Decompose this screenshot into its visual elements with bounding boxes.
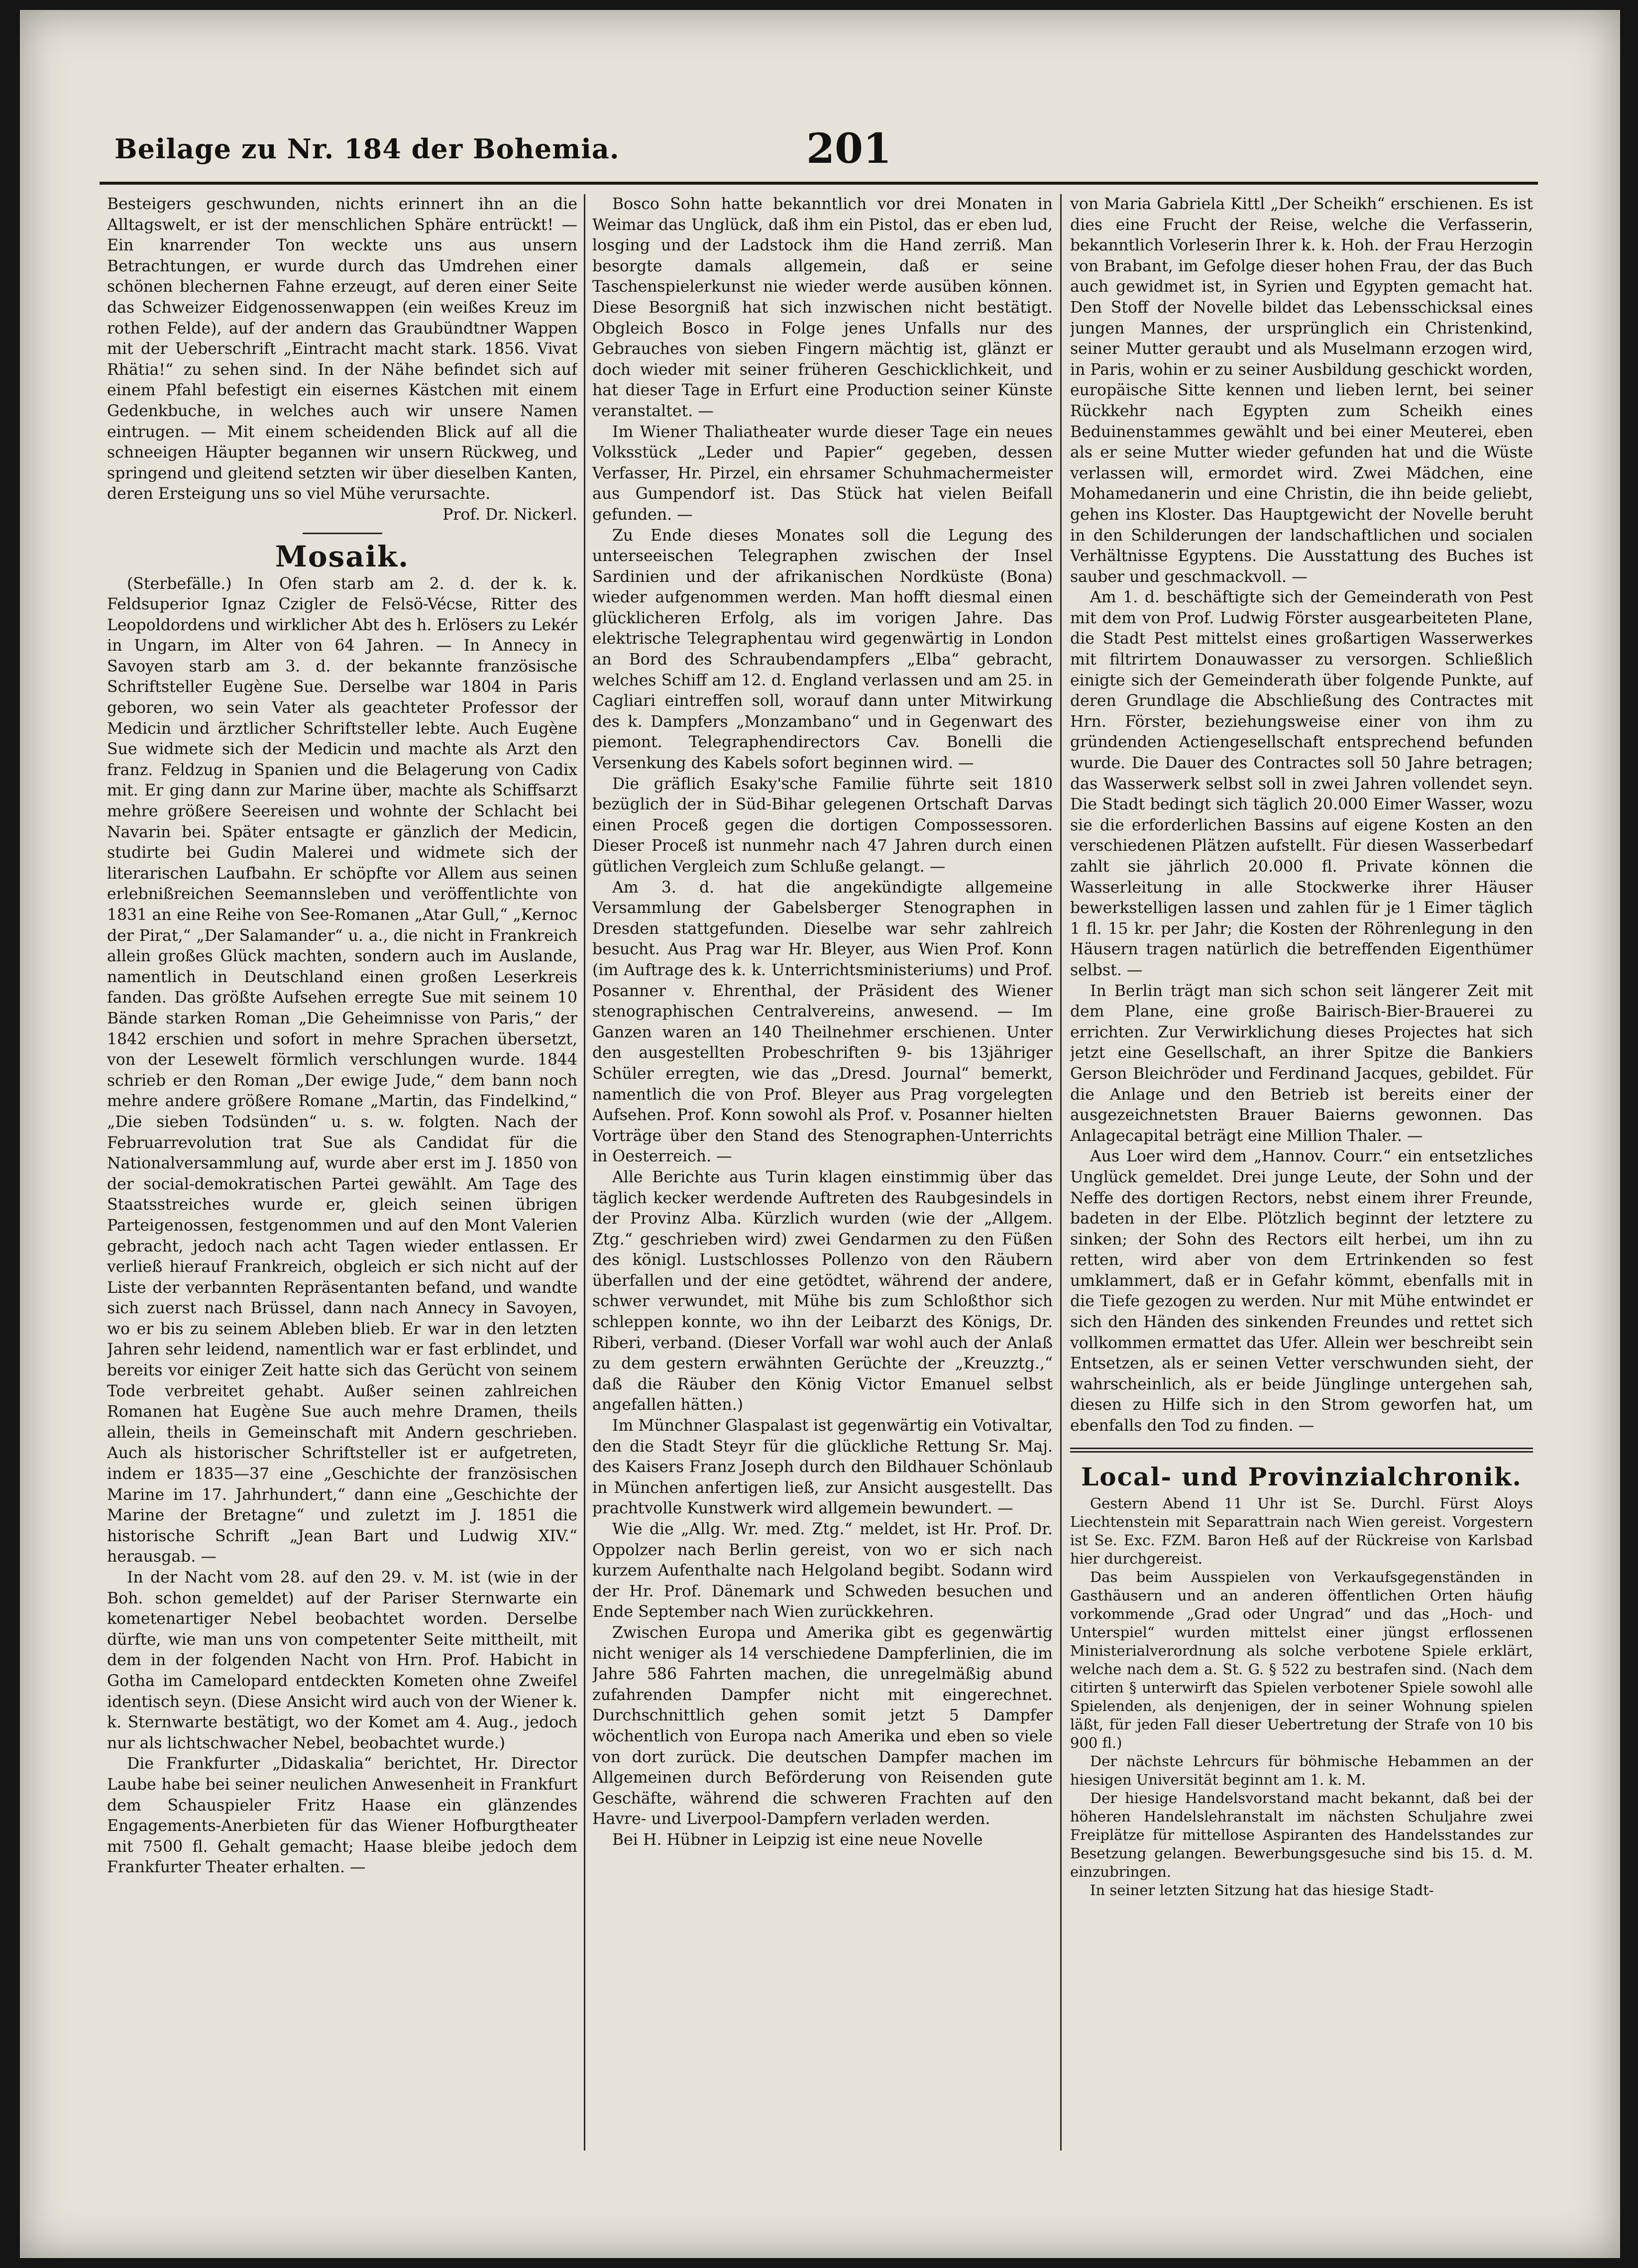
column-divider <box>584 194 585 2151</box>
article-paragraph: Die gräflich Esaky'sche Familie führte seit 1810 bezüglich der in Süd-Bihar gelegenen Ortschaft Darvas einen Proceß gegen die dortigen Compossessoren. Dieser Proceß ist nunmehr nach 47 Jahren durch einen gütlichen Vergleich zum Schluße gelangt. — <box>592 775 1053 876</box>
article-paragraph: Besteigers geschwunden, nichts erinnert ihn an die Alltagswelt, er ist der menschlichen Sphäre entrückt! — Ein knarrender Ton weckte uns aus unsern Betrachtungen, er wurde durch das Umdrehen einer schönen blechernen Fahne erzeugt, auf deren einer Seite das Schweizer Eidgenossenwappen (ein weißes Kreuz im rothen Felde), auf der andern das Graubündtner Wappen mit der Ueberschrift „Eintracht macht stark. 1856. Vivat Rhätia!“ zu sehen sind. In der Nähe befindet sich auf einem Pfahl befestigt ein eisernes Kästchen mit einem Gedenkbuche, in welches auch wir unsere Namen eintrugen. — Mit einem scheidenden Blick auf all die schneeigen Häupter begannen wir unsern Rückweg, und springend und gleitend setzten wir über dieselben Kanten, deren Ersteigung uns so viel Mühe verursachte. <box>107 195 577 503</box>
article-paragraph: Die Frankfurter „Didaskalia“ berichtet, Hr. Director Laube habe bei seiner neulichen Anwesenheit in Frankfurt dem Schauspieler Fritz Haase ein glänzendes Engagements-Anerbieten für das Wiener Hofburgtheater mit 7500 fl. Gehalt gemacht; Haase bleibe jedoch dem Frankfurter Theater erhalten. — <box>107 1755 577 1877</box>
column-3 <box>1070 194 1533 2200</box>
article-paragraph: Der hiesige Handelsvorstand macht bekannt, daß bei der höheren Handelslehranstalt im nächsten Schuljahre zwei Freiplätze für mittellose Aspiranten des Handelsstandes zur Besetzung gelangen. Bewerbungsgesuche sind bis 15. d. M. einzubringen. <box>1070 1789 1533 1880</box>
newspaper-page <box>20 10 1620 2258</box>
section-heading-local-chronicle: Local- und Provinzialchronik. <box>1081 1462 1522 1491</box>
article-paragraph: In der Nacht vom 28. auf den 29. v. M. ist (wie in der Boh. schon gemeldet) auf der Pariser Sternwarte ein kometenartiger Nebel beobachtet worden. Derselbe dürfte, wie man uns von competenter Seite mittheilt, mit dem in der folgenden Nacht von Hrn. Prof. Habicht in Gotha im Camelopard entdeckten Kometen ohne Zweifel identisch seyn. (Diese Ansicht wird auch von der Wiener k. k. Sternwarte bestätigt, wo der Komet am 4. Aug., jedoch nur als lichtschwacher Nebel, beobachtet wurde.) <box>107 1569 577 1752</box>
article-paragraph: Im Münchner Glaspalast ist gegenwärtig ein Votivaltar, den die Stadt Steyr für die glückliche Rettung Sr. Maj. des Kaisers Franz Joseph durch den Bildhauer Schönlaub in München anfertigen ließ, zur Ansicht ausgestellt. Das prachtvolle Kunstwerk wird allgemein bewundert. — <box>592 1417 1053 1518</box>
article-paragraph: Am 3. d. hat die angekündigte allgemeine Versammlung der Gabelsberger Stenographen in Dresden stattgefunden. Dieselbe war sehr zahlreich besucht. Aus Prag war Hr. Bleyer, aus Wien Prof. Konn (im Auftrage des k. k. Unterrichtsministeriums) und Prof. Posanner v. Ehrenthal, der Präsident des Wiener stenographischen Centralvereins, anwesend. — Im Ganzen waren an 140 Theilnehmer erschienen. Unter den ausgestellten Probeschriften 9- bis 13jähriger Schüler erregten, wie das „Dresd. Journal“ bemerkt, namentlich die von Prof. Bleyer aus Prag vorgelegten Aufsehen. Prof. Konn sowohl als Prof. v. Posanner hielten Vorträge über den Stand des Stenographen-Unterrichts in Oesterreich. — <box>592 878 1053 1166</box>
section-divider <box>1070 1448 1533 1453</box>
article-paragraph: Bosco Sohn hatte bekanntlich vor drei Monaten in Weimar das Unglück, daß ihm ein Pistol, das er eben lud, losging und der Ladstock ihm die Hand zerriß. Man besorgte damals allgemein, daß er seine Taschenspielerkunst nie wieder werde ausüben können. Diese Besorgniß hat sich inzwischen nicht bestätigt. Obgleich Bosco in Folge jenes Unfalls nur des Gebrauches von sieben Fingern mächtig ist, glänzt er doch wieder mit seiner früheren Geschicklichkeit, und hat dieser Tage in Erfurt eine Production seiner Künste veranstaltet. — <box>592 195 1053 420</box>
article-paragraph: Alle Berichte aus Turin klagen einstimmig über das täglich kecker werdende Auftreten des Raubgesindels in der Provinz Alba. Kürzlich wurden (wie der „Allgem. Ztg.“ geschrieben wird) zwei Gendarmen zu den Füßen des königl. Lustschlosses Pollenzo von den Räubern überfallen und der eine getödtet, während der andere, schwer verwundet, mit Mühe bis zum Schloßthor sich schleppen konnte, wo ihn der Leibarzt des Königs, Dr. Riberi, verband. (Dieser Vorfall war wohl auch der Anlaß zu dem gestern erwähnten Gerüchte der „Kreuzztg.,“ daß die Räuber den König Victor Emanuel selbst angefallen hätten.) <box>592 1168 1053 1414</box>
article-paragraph: In seiner letzten Sitzung hat das hiesige Stadt- <box>1090 1881 1434 1899</box>
supplement-title: Beilage zu Nr. 184 der Bohemia. <box>114 133 620 165</box>
column-2 <box>592 194 1053 2200</box>
article-paragraph: Das beim Ausspielen von Verkaufsgegenständen in Gasthäusern und an anderen öffentlichen Orten häufig vorkommende „Grad oder Ungrad“ und das „Hoch- und Unterspiel“ wurden mittelst einer jüngst erflossenen Ministerialverordnung als solche verbotene Spiele erklärt, welche nach dem a. St. G. § 522 zu bestrafen sind. (Nach dem citirten § unterwirft das Spielen verbotener Spiele sowohl alle Spielenden, als denjenigen, der in seiner Wohnung spielen läßt, für jeden Fall dieser Uebertretung der Strafe von 10 bis 900 fl.) <box>1070 1568 1533 1751</box>
article-paragraph: Bei H. Hübner in Leipzig ist eine neue Novelle <box>612 1830 983 1849</box>
column-1 <box>107 194 577 2200</box>
article-paragraph: Im Wiener Thaliatheater wurde dieser Tage ein neues Volksstück „Leder und Papier“ gegeben, dessen Verfasser, Hr. Pirzel, ein ehrsamer Schuhmachermeister aus Gumpendorf ist. Das Stück hat vielen Beifall gefunden. — <box>592 423 1053 524</box>
article-paragraph: von Maria Gabriela Kittl „Der Scheikh“ erschienen. Es ist dies eine Frucht der Reise, welche die Verfasserin, bekanntlich Vorleserin Ihrer k. k. Hoh. der Frau Herzogin von Brabant, im Gefolge dieser hohen Frau, der das Buch auch gewidmet ist, in Syrien und Egypten gemacht hat. Den Stoff der Novelle bildet das Lebensschicksal eines jungen Mannes, der ursprünglich ein Christenkind, seiner Mutter geraubt und als Muselmann erzogen wird, in Paris, wohin er zu seiner Ausbildung geschickt worden, europäische Sitte kennen und lieben lernt, bei seiner Rückkehr nach Egypten zum Scheikh eines Beduinenstammes gewählt und bei einer Meuterei, eben als er seine Mutter wieder gefunden hat und die Wüste verlassen will, ermordet wird. Zwei Mädchen, eine Mohamedanerin und eine Christin, die ihn beide geliebt, gehen ins Kloster. Das Hauptgewicht der Novelle beruht in den Schilderungen der landschaftlichen und socialen Verhältnisse Egyptens. Die Ausstattung des Buches ist sauber und geschmackvoll. — <box>1070 195 1533 586</box>
column-divider <box>1060 194 1062 2151</box>
article-paragraph: In Berlin trägt man sich schon seit längerer Zeit mit dem Plane, eine große Bairisch-Bier-Brauerei zu errichten. Zur Verwirklichung dieses Projectes hat sich jetzt eine Gesellschaft, an ihrer Spitze die Bankiers Gerson Bleichröder und Ferdinand Jacques, gebildet. Für die Anlage und den Betrieb ist bereits einer der ausgezeichnetsten Brauer Baierns gewonnen. Das Anlagecapital beträgt eine Million Thaler. — <box>1070 982 1533 1145</box>
section-heading-mosaik: Mosaik. <box>275 539 410 573</box>
article-paragraph: Aus Loer wird dem „Hannov. Courr.“ ein entsetzliches Unglück gemeldet. Drei junge Leute, der Sohn und der Neffe des dortigen Rectors, nebst einem ihrer Freunde, badeten in der Elbe. Plötzlich beginnt der letztere zu sinken; der Sohn des Rectors eilt herbei, um ihn zu retten, wird aber von dem Ertrinkenden so fest umklammert, daß er in Gefahr kömmt, ebenfalls mit in die Tiefe gezogen zu werden. Nur mit Mühe entwindet er sich den Händen des sinkenden Freundes und rettet sich vollkommen ermattet das Ufer. Allein wer beschreibt sein Entsetzen, als er seinen Vetter verschwunden sieht, der wahrscheinlich, als er beide Jünglinge untergehen sah, diesen zu Hilfe sich in den Strom geworfen hat, um ebenfalls den Tod zu finden. — <box>1070 1147 1533 1435</box>
article-paragraph: Gestern Abend 11 Uhr ist Se. Durchl. Fürst Aloys Liechtenstein mit Separattrain nach Wien gereist. Vorgestern ist Se. Exc. FZM. Baron Heß auf der Rückreise von Karlsbad hier durchgereist. <box>1070 1494 1533 1567</box>
article-paragraph: Zu Ende dieses Monates soll die Legung des unterseeischen Telegraphen zwischen der Insel Sardinien und der afrikanischen Nordküste (Bona) wieder aufgenommen werden. Man hofft diesmal einen glücklicheren Erfolg, als im vorigen Jahre. Das elektrische Telegraphentau wird gegenwärtig in London an Bord des Schraubendampfers „Elba“ gebracht, welches Schiff am 12. d. England verlassen und am 25. in Cagliari eintreffen soll, worauf dann unter Mitwirkung des k. Dampfers „Monzambano“ und in Gegenwart des piemont. Telegraphendirectors Cav. Bonelli die Versenkung des Kabels sofort beginnen wird. — <box>592 526 1053 773</box>
article-paragraph: Der nächste Lehrcurs für böhmische Hebammen an der hiesigen Universität beginnt am 1. k. M. <box>1070 1752 1533 1788</box>
page-number: 201 <box>806 125 892 173</box>
author-signature: Prof. Dr. Nickerl. <box>442 505 577 524</box>
page-header <box>100 127 1538 185</box>
article-paragraph: (Sterbefälle.) In Ofen starb am 2. d. der k. k. Feldsuperior Ignaz Czigler de Felsö-Vécse, Ritter des Leopoldordens und wirklicher Abt des h. Erlösers zu Lekér in Ungarn, im Alter von 64 Jahren. — In Annecy in Savoyen starb am 3. d. der bekannte französische Schriftsteller Eugène Sue. Derselbe war 1804 in Paris geboren, wo sein Vater als geachteter Professor der Medicin und ärztlicher Schriftsteller lebte. Auch Eugène Sue widmete sich der Medicin und machte als Arzt den franz. Feldzug in Spanien und die Belagerung von Cadix mit. Er ging dann zur Marine über, machte als Schiffsarzt mehre größere Seereisen und wohnte der Schlacht bei Navarin bei. Später entsagte er gänzlich der Medicin, studirte bei Gudin Malerei und widmete sich der literarischen Laufbahn. Er schöpfte vor Allem aus seinen erlebnißreichen Seemannsleben und veröffentlichte von 1831 an eine Reihe von See-Romanen „Atar Gull,“ „Kernoc der Pirat,“ „Der Salamander“ u. a., die nicht in Frankreich allein großes Glück machten, sondern auch im Auslande, namentlich in Deutschland einen großen Leserkreis fanden. Das größte Aufsehen erregte Sue mit seinem 10 Bände starken Roman „Die Geheimnisse von Paris,“ der 1842 erschien und sofort in mehre Sprachen übersetzt, von der Lesewelt förmlich verschlungen wurde. 1844 schrieb er den Roman „Der ewige Jude,“ dem bann noch mehre andere größere Romane „Martin, das Findelkind,“ „Die sieben Todsünden“ u. s. w. folgten. Nach der Februarrevolution trat Sue als Candidat für die Nationalversammlung auf, wurde aber erst im J. 1850 von der social-demokratischen Partei gewählt. Am Tage des Staatsstreiches wurde er, gleich seinen übrigen Parteigenossen, festgenommen und auf den Mont Valerien gebracht, jedoch nach acht Tagen wieder entlassen. Er verließ hierauf Frankreich, obgleich er sich nicht auf der Liste der verbannten Repräsentanten befand, und wandte sich zuerst nach Brüssel, dann nach Annecy in Savoyen, wo er bis zu seinem Ableben blieb. Er war in den letzten Jahren sehr leidend, namentlich war er fast erblindet, und bereits vor einiger Zeit hatte sich das Gerücht von seinem Tode verbreitet gehabt. Außer seinen zahlreichen Romanen hat Eugène Sue auch mehre Dramen, theils allein, theils in Gemeinschaft mit Andern geschrieben. Auch als historischer Schriftsteller ist er aufgetreten, indem er 1835—37 eine „Geschichte der französischen Marine im 17. Jahrhundert,“ dann eine „Geschichte der Marine der Bretagne“ und zuletzt im J. 1851 die historische Schrift „Jean Bart und Ludwig XIV.“ herausgab. — <box>107 574 577 1566</box>
article-paragraph: Am 1. d. beschäftigte sich der Gemeinderath von Pest mit dem von Prof. Ludwig Förster ausgearbeiteten Plane, die Stadt Pest mittelst eines großartigen Wasserwerkes mit filtrirtem Donauwasser zu versorgen. Schließlich einigte sich der Gemeinderath über folgende Punkte, auf deren Grundlage die Abschließung des Contractes mit Hrn. Förster, beziehungsweise einer von ihm zu gründenden Actiengesellschaft entsprechend befunden wurde. Die Dauer des Contractes soll 50 Jahre betragen; das Wasserwerk selbst soll in zwei Jahren vollendet seyn. Die Stadt bedingt sich täglich 20.000 Eimer Wasser, wozu sie die erforderlichen Bassins auf eigene Kosten an den verschiedenen Plätzen aufstellt. Für diesen Wasserbedarf zahlt sie jährlich 20.000 fl. Private können die Wasserleitung in alle Stockwerke ihrer Häuser bewerkstelligen lassen und zahlen für je 1 Eimer täglich 1 fl. 15 kr. per Jahr; die Kosten der Röhrenlegung in den Häusern tragen natürlich die betreffenden Eigenthümer selbst. — <box>1070 588 1533 979</box>
divider <box>303 533 382 534</box>
article-paragraph: Wie die „Allg. Wr. med. Ztg.“ meldet, ist Hr. Prof. Dr. Oppolzer nach Berlin gereist, von wo er sich nach kurzem Aufenthalte nach Helgoland begibt. Sodann wird der Hr. Prof. Dänemark und Schweden besuchen und Ende September nach Wien zurückkehren. <box>592 1520 1053 1621</box>
article-paragraph: Zwischen Europa und Amerika gibt es gegenwärtig nicht weniger als 14 verschiedene Dampferlinien, die im Jahre 586 Fahrten machen, die unregelmäßig abund zufahrenden Dampfer nicht mit eingerechnet. Durchschnittlich gehen somit jetzt 5 Dampfer wöchentlich von Europa nach Amerika und eben so viele von dort zurück. Die deutschen Dampfer machen im Allgemeinen durch Beförderung von Reisenden gute Geschäfte, während die schweren Frachten auf den Havre- und Liverpool-Dampfern verladen werden. <box>592 1623 1053 1828</box>
